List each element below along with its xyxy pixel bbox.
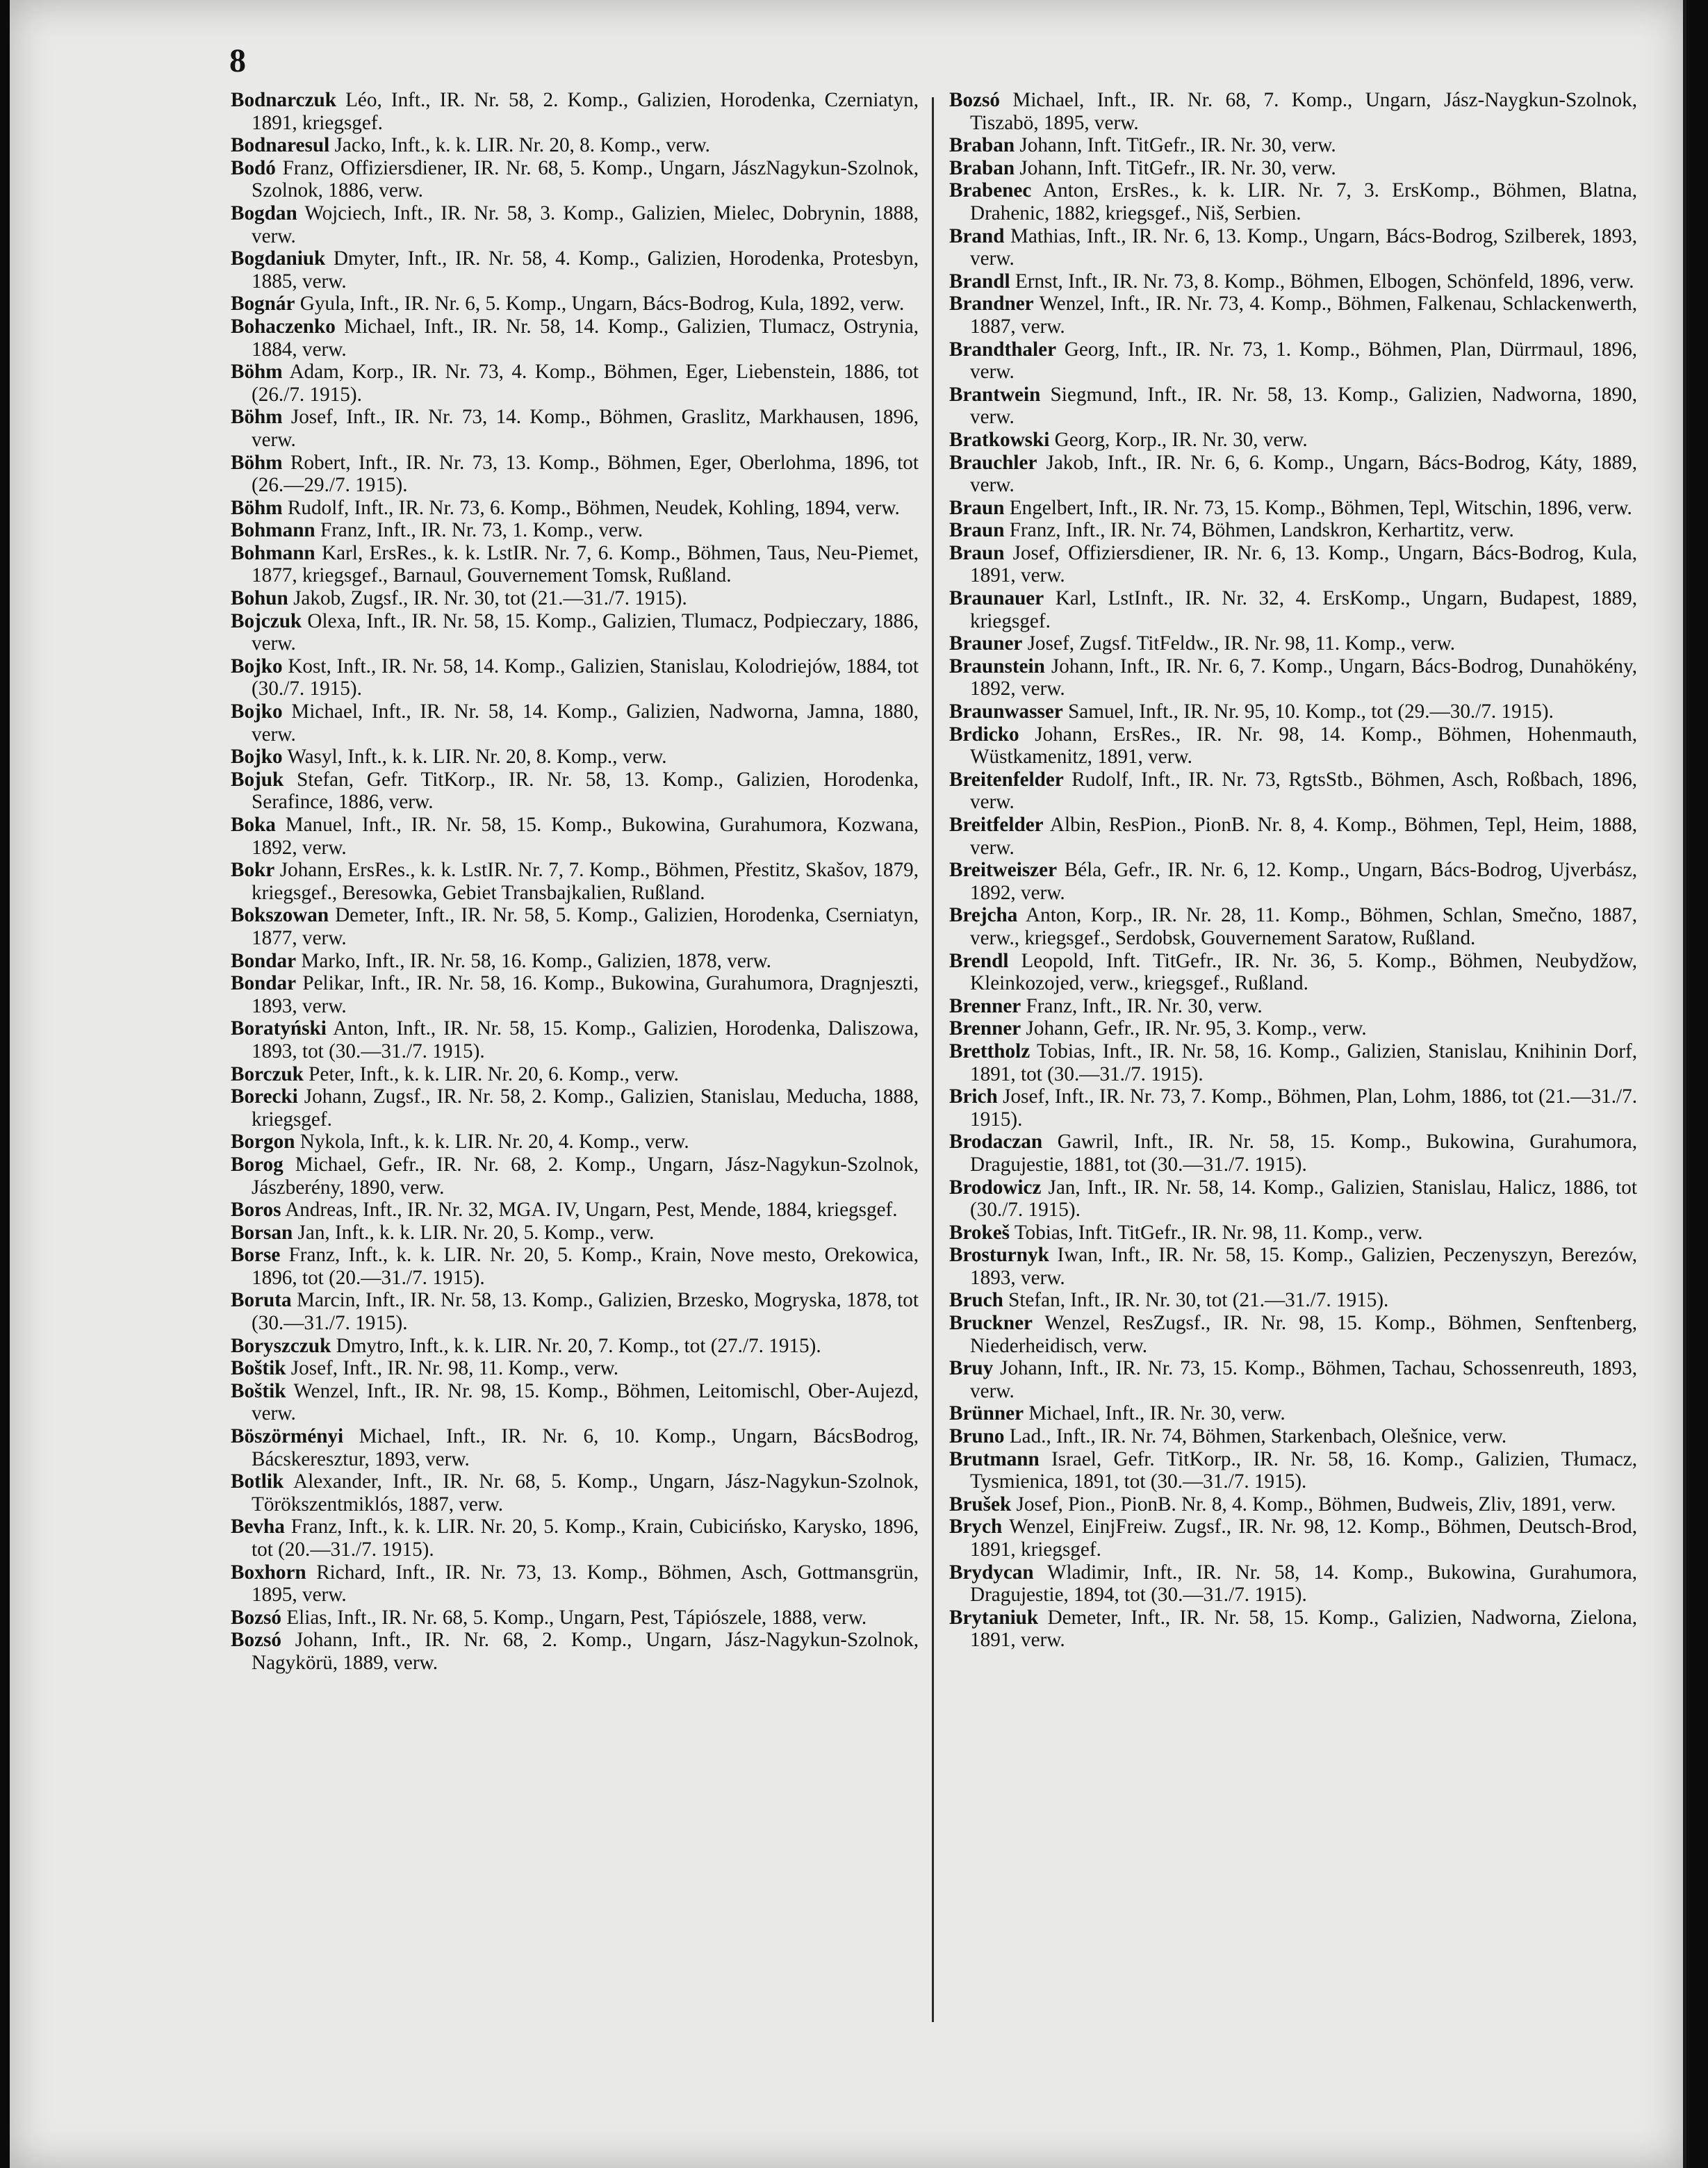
- entry-details: Franz, Inft., k. k. LIR. Nr. 20, 5. Komp., Krain, Nove mesto, Orekowica, 1896, tot (20.—31./7. 1915).: [252, 1244, 919, 1289]
- list-entry: [949, 134, 1637, 157]
- entry-details: Jan, Inft., k. k. LIR. Nr. 20, 5. Komp., verw.: [293, 1221, 655, 1244]
- list-entry: [949, 293, 1637, 338]
- list-entry: [231, 769, 919, 814]
- entry-surname: Brand: [949, 224, 1005, 247]
- entry-surname: Borog: [231, 1153, 284, 1176]
- list-entry: [231, 1629, 919, 1674]
- entry-surname: Boka: [231, 814, 276, 836]
- entry-surname: Boryszczuk: [231, 1334, 331, 1357]
- entry-surname: Bohun: [231, 587, 288, 610]
- entry-details: Franz, Inft., k. k. LIR. Nr. 20, 5. Komp., Krain, Cubicińsko, Karysko, 1896, tot (20.—31./7. 1915).: [252, 1516, 919, 1561]
- entry-details: Johann, Gefr., IR. Nr. 95, 3. Komp., verw.: [1021, 1017, 1367, 1040]
- list-entry: [949, 632, 1637, 655]
- list-entry: [231, 1335, 919, 1358]
- list-entry: [231, 452, 919, 497]
- entry-details: Richard, Inft., IR. Nr. 73, 13. Komp., Böhmen, Asch, Gottmansgrün, 1895, verw.: [252, 1561, 919, 1607]
- entry-surname: Bodnaresul: [231, 134, 330, 157]
- entry-surname: Bondar: [231, 949, 297, 972]
- entry-surname: Braunstein: [949, 655, 1045, 678]
- entry-details: Wenzel, EinjFreiw. Zugsf., IR. Nr. 98, 12. Komp., Böhmen, Deutsch-Brod, 1891, kriegsgef.: [970, 1516, 1637, 1561]
- entry-surname: Brich: [949, 1085, 998, 1108]
- entry-details: Wenzel, Inft., IR. Nr. 98, 15. Komp., Böhmen, Leitomischl, Ober-Aujezd, verw.: [252, 1379, 919, 1425]
- entry-details: Johann, ErsRes., k. k. LstIR. Nr. 7, 7. Komp., Böhmen, Přestitz, Skašov, 1879, kriegsgef., Beresowka, Gebiet Transbajkalien, Rußland.: [252, 859, 919, 904]
- list-entry: [949, 587, 1637, 632]
- entry-details: Samuel, Inft., IR. Nr. 95, 10. Komp., tot (29.—30./7. 1915).: [1062, 700, 1554, 723]
- entry-surname: Bondar: [231, 972, 297, 995]
- list-entry: [231, 1063, 919, 1086]
- entry-details: Jan, Inft., IR. Nr. 58, 14. Komp., Galizien, Stanislau, Halicz, 1886, tot (30./7. 1915).: [970, 1176, 1637, 1222]
- list-entry: [231, 700, 919, 746]
- entry-surname: Brodowicz: [949, 1176, 1042, 1199]
- entry-details: Leopold, Inft. TitGefr., IR. Nr. 36, 5. Komp., Böhmen, Neubydžow, Kleinkozojed, verw., kriegsgef., Rußland.: [970, 949, 1637, 995]
- entry-details: Anton, Korp., IR. Nr. 28, 11. Komp., Böhmen, Schlan, Smečno, 1887, verw., kriegsgef., Serdobsk, Gouvernement Saratow, Rußland.: [970, 904, 1637, 949]
- entry-surname: Bojko: [231, 700, 283, 723]
- entry-details: Franz, Inft., IR. Nr. 73, 1. Komp., verw.: [315, 519, 643, 542]
- list-entry: [949, 1493, 1637, 1516]
- entry-details: Gawril, Inft., IR. Nr. 58, 15. Komp., Bukowina, Gurahumora, Dragujestie, 1881, tot (30.—31./7. 1915).: [970, 1131, 1637, 1176]
- list-entry: [949, 542, 1637, 587]
- entry-details: Robert, Inft., IR. Nr. 73, 13. Komp., Böhmen, Eger, Oberlohma, 1896, tot (26.—29./7. 1915).: [252, 451, 919, 497]
- entry-details: Michael, Inft., IR. Nr. 68, 7. Komp., Ungarn, Jász-Naygkun-Szolnok, Tiszabö, 1895, verw.: [970, 89, 1637, 134]
- entry-details: Manuel, Inft., IR. Nr. 58, 15. Komp., Bukowina, Gurahumora, Kozwana, 1892, verw.: [252, 814, 919, 859]
- entry-surname: Brauchler: [949, 451, 1037, 474]
- entry-details: Demeter, Inft., IR. Nr. 58, 5. Komp., Galizien, Horodenka, Cserniatyn, 1877, verw.: [252, 904, 919, 949]
- entry-details: Andreas, Inft., IR. Nr. 32, MGA. IV, Ungarn, Pest, Mende, 1884, kriegsgef.: [281, 1199, 898, 1222]
- entry-surname: Bruy: [949, 1357, 994, 1380]
- list-entry: [949, 1402, 1637, 1425]
- list-entry: [949, 270, 1637, 293]
- entry-surname: Brünner: [949, 1402, 1024, 1425]
- entry-details: Josef, Inft., IR. Nr. 98, 11. Komp., verw.: [286, 1357, 619, 1380]
- entry-details: Johann, Inft., IR. Nr. 6, 7. Komp., Ungarn, Bács-Bodrog, Dunahökény, 1892, verw.: [970, 655, 1637, 700]
- entry-surname: Boruta: [231, 1289, 292, 1312]
- list-entry: [949, 1176, 1637, 1222]
- list-entry: [231, 1222, 919, 1245]
- entry-details: Marcin, Inft., IR. Nr. 58, 13. Komp., Galizien, Brzesko, Mogryska, 1878, tot (30.—31./7. 1915).: [252, 1289, 919, 1335]
- entry-details: Johann, Inft., IR. Nr. 73, 15. Komp., Böhmen, Tachau, Schossenreuth, 1893, verw.: [970, 1357, 1637, 1402]
- entry-details: Michael, Inft., IR. Nr. 58, 14. Komp., Galizien, Tlumacz, Ostrynia, 1884, verw.: [252, 315, 919, 361]
- list-entry: [949, 1017, 1637, 1040]
- entry-surname: Bruch: [949, 1289, 1003, 1312]
- entry-surname: Bozsó: [949, 89, 1000, 111]
- entry-surname: Boratyński: [231, 1017, 327, 1040]
- list-entry: [231, 1607, 919, 1629]
- entry-surname: Bohaczenko: [231, 315, 336, 338]
- list-entry: [231, 202, 919, 247]
- entry-surname: Brytaniuk: [949, 1606, 1039, 1629]
- list-entry: [231, 1289, 919, 1334]
- entry-surname: Brych: [949, 1516, 1003, 1538]
- list-entry: [949, 179, 1637, 224]
- list-entry: [231, 1017, 919, 1062]
- entry-surname: Böhm: [231, 496, 283, 519]
- entry-details: Béla, Gefr., IR. Nr. 6, 12. Komp., Ungarn, Bács-Bodrog, Ujverbász, 1892, verw.: [970, 859, 1637, 904]
- entry-surname: Bognár: [231, 293, 295, 315]
- list-entry: [231, 655, 919, 700]
- entry-details: Demeter, Inft., IR. Nr. 58, 15. Komp., Galizien, Nadworna, Zielona, 1891, verw.: [970, 1606, 1637, 1652]
- list-entry: [949, 995, 1637, 1018]
- list-entry: [231, 1244, 919, 1289]
- entry-surname: Brandthaler: [949, 338, 1057, 361]
- list-entry: [949, 1289, 1637, 1312]
- entry-surname: Borczuk: [231, 1062, 304, 1085]
- list-entry: [231, 610, 919, 655]
- entry-surname: Bruno: [949, 1425, 1005, 1448]
- entry-surname: Breitfelder: [949, 814, 1044, 836]
- list-entry: [231, 315, 919, 361]
- left-column: [231, 89, 919, 1675]
- entry-surname: Brdicko: [949, 723, 1019, 746]
- list-entry: [231, 1357, 919, 1380]
- list-entry: [949, 1561, 1637, 1607]
- entry-details: Pelikar, Inft., IR. Nr. 58, 16. Komp., Bukowina, Gurahumora, Dragnjeszti, 1893, verw.: [252, 972, 919, 1017]
- entry-surname: Bojuk: [231, 768, 284, 791]
- entry-details: Franz, Inft., IR. Nr. 30, verw.: [1021, 994, 1263, 1017]
- entry-details: Siegmund, Inft., IR. Nr. 58, 13. Komp., Galizien, Nadworna, 1890, verw.: [970, 383, 1637, 429]
- list-entry: [231, 1380, 919, 1425]
- entry-details: Franz, Offiziersdiener, IR. Nr. 68, 5. Komp., Ungarn, JászNagykun-Szolnok, Szolnok, 1886, verw.: [252, 156, 919, 202]
- entry-details: Jacko, Inft., k. k. LIR. Nr. 20, 8. Komp., verw.: [329, 134, 710, 157]
- entry-details: Ernst, Inft., IR. Nr. 73, 8. Komp., Böhmen, Elbogen, Schönfeld, 1896, verw.: [1010, 270, 1634, 293]
- list-entry: [949, 384, 1637, 429]
- entry-details: Karl, LstInft., IR. Nr. 32, 4. ErsKomp., Ungarn, Budapest, 1889, kriegsgef.: [970, 587, 1637, 632]
- entry-details: Peter, Inft., k. k. LIR. Nr. 20, 6. Komp., verw.: [303, 1062, 679, 1085]
- entry-details: Georg, Korp., IR. Nr. 30, verw.: [1049, 428, 1308, 451]
- entry-details: Rudolf, Inft., IR. Nr. 73, RgtsStb., Böhmen, Asch, Roßbach, 1896, verw.: [970, 768, 1637, 814]
- entry-details: Josef, Inft., IR. Nr. 73, 14. Komp., Böhmen, Graslitz, Markhausen, 1896, verw.: [252, 406, 919, 451]
- entry-details: Mathias, Inft., IR. Nr. 6, 13. Komp., Ungarn, Bács-Bodrog, Szilberek, 1893, verw.: [970, 224, 1637, 270]
- list-entry: [949, 1085, 1637, 1131]
- entry-details: Nykola, Inft., k. k. LIR. Nr. 20, 4. Komp., verw.: [295, 1131, 689, 1153]
- list-entry: [231, 587, 919, 610]
- list-entry: [231, 1085, 919, 1131]
- list-entry: [949, 769, 1637, 814]
- entry-surname: Botlik: [231, 1470, 284, 1493]
- entry-details: Israel, Gefr. TitKorp., IR. Nr. 58, 16. Komp., Galizien, Tłumacz, Tysmienica, 1891, tot (30.—31./7. 1915).: [970, 1447, 1637, 1493]
- entry-details: Adam, Korp., IR. Nr. 73, 4. Komp., Böhmen, Eger, Liebenstein, 1886, tot (26./7. 1915).: [252, 361, 919, 406]
- list-entry: [231, 157, 919, 202]
- entry-surname: Brantwein: [949, 383, 1041, 406]
- list-entry: [231, 1425, 919, 1470]
- list-entry: [949, 429, 1637, 452]
- entry-details: Olexa, Inft., IR. Nr. 58, 15. Komp., Galizien, Tlumacz, Podpieczary, 1886, verw.: [252, 609, 919, 655]
- entry-details: Kost, Inft., IR. Nr. 58, 14. Komp., Galizien, Stanislau, Kolodriejów, 1884, tot (30./7. 1915).: [252, 655, 919, 700]
- entry-surname: Braban: [949, 156, 1015, 179]
- entry-surname: Bokr: [231, 859, 275, 882]
- list-entry: [949, 859, 1637, 904]
- list-entry: [231, 1199, 919, 1222]
- entry-details: Anton, Inft., IR. Nr. 58, 15. Komp., Galizien, Horodenka, Daliszowa, 1893, tot (30.—31./7. 1915).: [252, 1017, 919, 1062]
- entry-details: Johann, ErsRes., IR. Nr. 98, 14. Komp., Böhmen, Hohenmauth, Wüstkamenitz, 1891, verw.: [970, 723, 1637, 769]
- entry-surname: Bokszowan: [231, 904, 329, 927]
- entry-surname: Brabenec: [949, 179, 1032, 202]
- entry-details: Gyula, Inft., IR. Nr. 6, 5. Komp., Ungarn, Bács-Bodrog, Kula, 1892, verw.: [295, 293, 905, 315]
- list-entry: [231, 972, 919, 1017]
- entry-details: Jakob, Zugsf., IR. Nr. 30, tot (21.—31./7. 1915).: [288, 587, 687, 610]
- entry-surname: Brettholz: [949, 1040, 1030, 1062]
- entry-surname: Braun: [949, 541, 1005, 564]
- list-entry: [949, 89, 1637, 134]
- entry-surname: Bozsó: [231, 1606, 281, 1629]
- entry-details: Johann, Inft., IR. Nr. 68, 2. Komp., Ungarn, Jász-Nagykun-Szolnok, Nagykörü, 1889, verw.: [252, 1629, 919, 1674]
- entry-details: Stefan, Inft., IR. Nr. 30, tot (21.—31./7. 1915).: [1003, 1289, 1389, 1312]
- entry-surname: Boxhorn: [231, 1561, 306, 1584]
- entry-details: Elias, Inft., IR. Nr. 68, 5. Komp., Ungarn, Pest, Tápiószele, 1888, verw.: [281, 1606, 867, 1629]
- entry-surname: Bogdaniuk: [231, 247, 326, 270]
- entry-details: Wasyl, Inft., k. k. LIR. Nr. 20, 8. Komp., verw.: [282, 746, 667, 769]
- entry-surname: Bohmann: [231, 519, 315, 542]
- column-divider: [932, 97, 934, 2022]
- list-entry: [231, 1561, 919, 1607]
- entry-surname: Böhm: [231, 406, 283, 429]
- entry-surname: Bojko: [231, 746, 283, 769]
- entry-details: Michael, Inft., IR. Nr. 6, 10. Komp., Ungarn, BácsBodrog, Bácskeresztur, 1893, verw.: [252, 1425, 919, 1470]
- entry-surname: Brušek: [949, 1493, 1012, 1516]
- list-entry: [949, 157, 1637, 180]
- list-entry: [231, 1131, 919, 1153]
- list-entry: [949, 452, 1637, 497]
- entry-details: Iwan, Inft., IR. Nr. 58, 15. Komp., Galizien, Peczenyszyn, Berezów, 1893, verw.: [970, 1244, 1637, 1289]
- list-entry: [949, 497, 1637, 520]
- entry-details: Wenzel, Inft., IR. Nr. 73, 4. Komp., Böhmen, Falkenau, Schlackenwerth, 1887, verw.: [970, 293, 1637, 338]
- list-entry: [231, 497, 919, 520]
- entry-details: Josef, Offiziersdiener, IR. Nr. 6, 13. Komp., Ungarn, Bács-Bodrog, Kula, 1891, verw.: [970, 541, 1637, 587]
- entry-details: Michael, Gefr., IR. Nr. 68, 2. Komp., Ungarn, Jász-Nagykun-Szolnok, Jászberény, 1890, verw.: [252, 1153, 919, 1199]
- entry-details: Franz, Inft., IR. Nr. 74, Böhmen, Landskron, Kerhartitz, verw.: [1004, 519, 1514, 542]
- entry-surname: Böszörményi: [231, 1425, 344, 1448]
- entry-surname: Brenner: [949, 994, 1021, 1017]
- list-entry: [949, 1448, 1637, 1493]
- entry-surname: Borsan: [231, 1221, 293, 1244]
- list-entry: [949, 1131, 1637, 1176]
- entry-surname: Brendl: [949, 949, 1009, 972]
- entry-surname: Braban: [949, 134, 1015, 157]
- entry-details: Michael, Inft., IR. Nr. 58, 14. Komp., Galizien, Nadworna, Jamna, 1880, verw.: [252, 700, 919, 746]
- list-entry: [949, 655, 1637, 700]
- entry-surname: Bozsó: [231, 1629, 281, 1652]
- entry-details: Tobias, Inft., IR. Nr. 58, 16. Komp., Galizien, Stanislau, Knihinin Dorf, 1891, tot (30.—31./7. 1915).: [970, 1040, 1637, 1085]
- list-entry: [949, 1607, 1637, 1652]
- list-entry: [231, 247, 919, 293]
- entry-details: Karl, ErsRes., k. k. LstIR. Nr. 7, 6. Komp., Böhmen, Taus, Neu-Piemet, 1877, kriegsgef., Barnaul, Gouvernement Tomsk, Rußland.: [252, 541, 919, 587]
- entry-surname: Breitenfelder: [949, 768, 1064, 791]
- list-entry: [231, 814, 919, 859]
- list-entry: [949, 723, 1637, 769]
- entry-details: Josef, Zugsf. TitFeldw., IR. Nr. 98, 11. Komp., verw.: [1022, 632, 1456, 655]
- entry-details: Johann, Zugsf., IR. Nr. 58, 2. Komp., Galizien, Stanislau, Meducha, 1888, kriegsgef.: [252, 1085, 919, 1131]
- entry-details: Georg, Inft., IR. Nr. 73, 1. Komp., Böhmen, Plan, Dürrmaul, 1896, verw.: [970, 338, 1637, 384]
- list-entry: [949, 904, 1637, 949]
- entry-details: Michael, Inft., IR. Nr. 30, verw.: [1024, 1402, 1286, 1425]
- entry-surname: Brenner: [949, 1017, 1021, 1040]
- list-entry: [231, 1470, 919, 1516]
- entry-surname: Boštik: [231, 1379, 286, 1402]
- entry-surname: Brejcha: [949, 904, 1018, 927]
- entry-details: Josef, Pion., PionB. Nr. 8, 4. Komp., Böhmen, Budweis, Zliv, 1891, verw.: [1011, 1493, 1616, 1516]
- entry-details: Josef, Inft., IR. Nr. 73, 7. Komp., Böhmen, Plan, Lohm, 1886, tot (21.—31./7. 1915).: [970, 1085, 1637, 1131]
- entry-surname: Braunauer: [949, 587, 1044, 610]
- entry-details: Engelbert, Inft., IR. Nr. 73, 15. Komp., Böhmen, Tepl, Witschin, 1896, verw.: [1004, 496, 1632, 519]
- list-entry: [949, 225, 1637, 270]
- entry-surname: Borgon: [231, 1131, 295, 1153]
- page-edge-rule: [1683, 0, 1686, 2168]
- list-entry: [231, 542, 919, 587]
- entry-surname: Brodaczan: [949, 1131, 1043, 1153]
- entry-surname: Brandner: [949, 293, 1034, 315]
- entry-details: Léo, Inft., IR. Nr. 58, 2. Komp., Galizien, Horodenka, Czerniatyn, 1891, kriegsgef.: [252, 89, 919, 134]
- entry-surname: Bratkowski: [949, 428, 1050, 451]
- list-entry: [949, 814, 1637, 859]
- list-entry: [231, 746, 919, 769]
- entry-details: Rudolf, Inft., IR. Nr. 73, 6. Komp., Böhmen, Neudek, Kohling, 1894, verw.: [282, 496, 900, 519]
- entry-details: Wojciech, Inft., IR. Nr. 58, 3. Komp., Galizien, Mielec, Dobrynin, 1888, verw.: [252, 202, 919, 247]
- entry-surname: Bojczuk: [231, 609, 302, 632]
- list-entry: [949, 1222, 1637, 1245]
- entry-surname: Brydycan: [949, 1561, 1034, 1584]
- entry-details: Lad., Inft., IR. Nr. 74, Böhmen, Starkenbach, Olešnice, verw.: [1004, 1425, 1507, 1448]
- entry-surname: Borse: [231, 1244, 281, 1267]
- list-entry: [949, 1040, 1637, 1085]
- entry-surname: Borecki: [231, 1085, 298, 1108]
- entry-surname: Bojko: [231, 655, 283, 678]
- entry-surname: Bogdan: [231, 202, 297, 224]
- entry-details: Dmyter, Inft., IR. Nr. 58, 4. Komp., Galizien, Horodenka, Protesbyn, 1885, verw.: [252, 247, 919, 293]
- entry-surname: Böhm: [231, 361, 283, 384]
- list-entry: [231, 904, 919, 949]
- list-entry: [949, 1244, 1637, 1289]
- list-entry: [231, 519, 919, 542]
- list-entry: [949, 1312, 1637, 1357]
- entry-surname: Brosturnyk: [949, 1244, 1049, 1267]
- entry-details: Albin, ResPion., PionB. Nr. 8, 4. Komp., Böhmen, Tepl, Heim, 1888, verw.: [970, 814, 1637, 859]
- list-entry: [949, 700, 1637, 723]
- list-entry: [949, 1425, 1637, 1448]
- list-entry: [231, 859, 919, 904]
- entry-surname: Bodnarczuk: [231, 89, 336, 111]
- list-entry: [231, 134, 919, 157]
- entry-details: Wladimir, Inft., IR. Nr. 58, 14. Komp., Bukowina, Gurahumora, Dragujestie, 1894, tot (30.—31./7. 1915).: [970, 1561, 1637, 1607]
- entry-details: Tobias, Inft. TitGefr., IR. Nr. 98, 11. Komp., verw.: [1010, 1221, 1423, 1244]
- entry-surname: Bevha: [231, 1516, 285, 1538]
- entry-surname: Breitweiszer: [949, 859, 1058, 882]
- entry-surname: Braun: [949, 496, 1005, 519]
- entry-surname: Bruckner: [949, 1312, 1033, 1335]
- entry-surname: Braunwasser: [949, 700, 1063, 723]
- entry-surname: Braun: [949, 519, 1005, 542]
- entry-details: Jakob, Inft., IR. Nr. 6, 6. Komp., Ungarn, Bács-Bodrog, Káty, 1889, verw.: [970, 451, 1637, 497]
- right-column: [949, 89, 1637, 1652]
- entry-surname: Böhm: [231, 451, 283, 474]
- list-entry: [231, 1153, 919, 1199]
- entry-details: Dmytro, Inft., k. k. LIR. Nr. 20, 7. Komp., tot (27./7. 1915).: [331, 1334, 821, 1357]
- list-entry: [949, 950, 1637, 995]
- entry-details: Wenzel, ResZugsf., IR. Nr. 98, 15. Komp., Böhmen, Senftenberg, Niederheidisch, verw.: [970, 1312, 1637, 1357]
- list-entry: [231, 406, 919, 451]
- entry-details: Marko, Inft., IR. Nr. 58, 16. Komp., Galizien, 1878, verw.: [296, 949, 771, 972]
- entry-surname: Brutmann: [949, 1447, 1040, 1470]
- list-entry: [949, 1357, 1637, 1402]
- entry-details: Stefan, Gefr. TitKorp., IR. Nr. 58, 13. Komp., Galizien, Horodenka, Serafince, 1886, verw.: [252, 768, 919, 814]
- entry-surname: Bodó: [231, 156, 276, 179]
- entry-details: Johann, Inft. TitGefr., IR. Nr. 30, verw.: [1015, 134, 1336, 157]
- list-entry: [231, 89, 919, 134]
- entry-surname: Boros: [231, 1199, 281, 1222]
- list-entry: [231, 361, 919, 406]
- list-entry: [231, 1516, 919, 1561]
- list-entry: [231, 950, 919, 973]
- page-number: 8: [229, 42, 246, 79]
- list-entry: [231, 293, 919, 315]
- entry-surname: Bohmann: [231, 541, 315, 564]
- list-entry: [949, 519, 1637, 542]
- entry-details: Anton, ErsRes., k. k. LIR. Nr. 7, 3. ErsKomp., Böhmen, Blatna, Drahenic, 1882, kriegsgef., Niš, Serbien.: [970, 179, 1637, 224]
- list-entry: [949, 338, 1637, 384]
- entry-surname: Brauner: [949, 632, 1023, 655]
- entry-surname: Boštik: [231, 1357, 286, 1380]
- entry-surname: Brandl: [949, 270, 1010, 293]
- entry-details: Alexander, Inft., IR. Nr. 68, 5. Komp., Ungarn, Jász-Nagykun-Szolnok, Törökszentmiklós, 1887, verw.: [252, 1470, 919, 1516]
- page: [10, 0, 1684, 2168]
- entry-surname: Brokeš: [949, 1221, 1010, 1244]
- entry-details: Johann, Inft. TitGefr., IR. Nr. 30, verw.: [1015, 156, 1336, 179]
- list-entry: [949, 1516, 1637, 1561]
